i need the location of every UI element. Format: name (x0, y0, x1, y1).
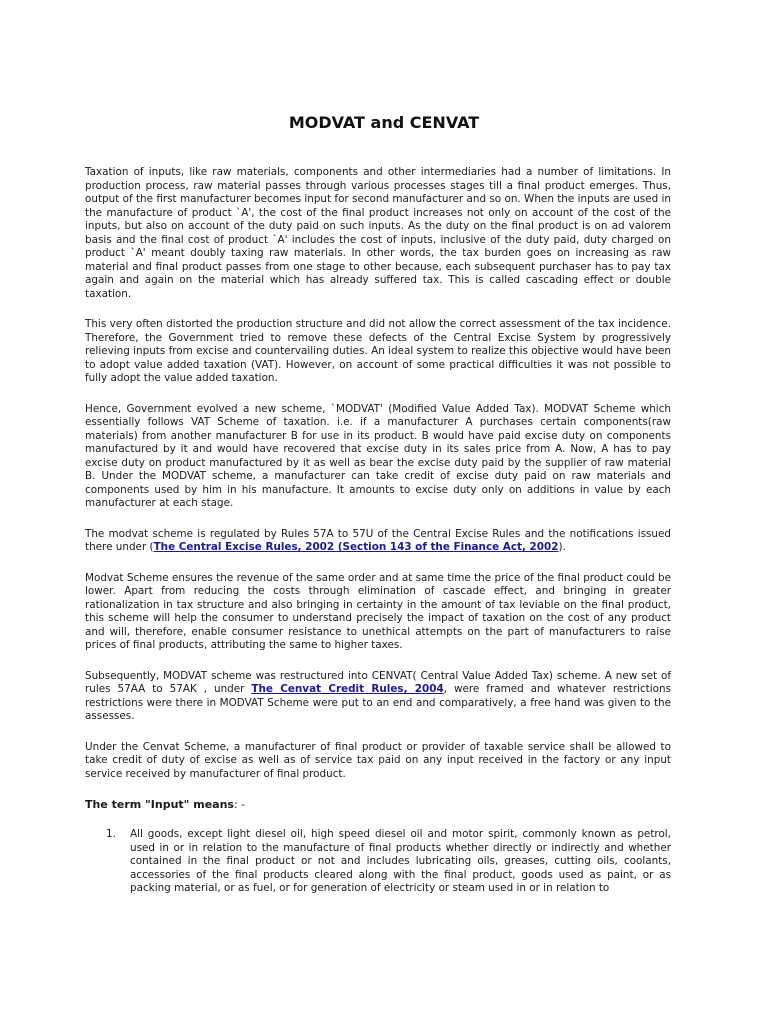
paragraph-distorted-structure: This very often distorted the production structure and did not allow the correct assessment of the tax incidence. Therefore, the Government tried to remove these defects of the Central Excise System by progressively relieving inputs from excise and countervailing duties. An ideal system to realize this objective would have been to adopt value added taxation (VAT). However, on account of some practical difficulties it was not possible to fully adopt the value added taxation. (85, 318, 671, 384)
central-excise-rules-link[interactable]: The Central Excise Rules, 2002 (Section 143 of the Finance Act, 2002 (153, 541, 559, 553)
cenvat-credit-rules-link[interactable]: The Cenvat Credit Rules, 2004 (251, 683, 444, 695)
paragraph-cenvat-scheme: Under the Cenvat Scheme, a manufacturer of final product or provider of taxable service shall be allowed to take credit of duty of excise as well as of service tax paid on any input received in the factory or any input service received by manufacturer of final product. (85, 740, 671, 780)
paragraph-cenvat-restructure (85, 670, 671, 724)
paragraph-text: Subsequently, MODVAT scheme was restructured into CENVAT( Central Value Added Tax) scheme. A new set of rules 57AA to 57AK , under (85, 669, 671, 695)
page-title: MODVAT and CENVAT (288, 113, 480, 132)
list-item-number: 1. (106, 828, 116, 840)
paragraph-text: , were framed and whatever restrictions restrictions were there in MODVAT Scheme were put to an end and comparatively, a free hand was given to the assesses. (85, 683, 671, 722)
paragraph-text: ). (558, 541, 566, 553)
input-definition-list (85, 828, 671, 896)
paragraph-taxation-of-inputs: Taxation of inputs, like raw materials, components and other intermediaries had a number of limitations. In production process, raw material passes through various processes stages till a final product emerges. Thus, output of the first manufacturer becomes input for second manufacturer and so on. When the inputs are used in the manufacture of product `A', the cost of the final product increases not only on account of the cost of the inputs, but also on account of the duty paid on such inputs. As the duty on the final product is on ad valorem basis and the final cost of product `A' includes the cost of inputs, inclusive of the duty paid, duty charged on product `A' meant doubly taxing raw materials. In other words, the tax burden goes on increasing as raw material and final product passes from one stage to other because, each subsequent purchaser has to pay tax again and again on the material which has already suffered tax. This is called cascading effect or double taxation. (85, 166, 671, 300)
paragraph-text: The modvat scheme is regulated by Rules 57A to 57U of the Central Excise Rules and the notifications issued there under ( (85, 527, 671, 553)
paragraph-modvat-rules (85, 528, 671, 555)
heading-bold-text: The term "Input" means (85, 798, 234, 811)
input-definition-heading (85, 798, 671, 812)
list-item (85, 828, 671, 896)
list-item-text: All goods, except light diesel oil, high speed diesel oil and motor spirit, commonly known as petrol, used in or in relation to the manufacture of final products whether directly or indirectly and whether contained in the final product or not and includes lubricating oils, greases, cutting oils, coolants, accessories of the final products cleared along with the final product, goods used as paint, or as packing material, or as fuel, or for generation of electricity or steam used in or in relation to (130, 828, 671, 894)
paragraph-modvat-scheme: Hence, Government evolved a new scheme, `MODVAT' (Modified Value Added Tax). MODVAT Scheme which essentially follows VAT Scheme of taxation. i.e. if a manufacturer A purchases certain components(raw materials) from another manufacturer B for use in its product. B would have paid excise duty on components manufactured by it and would have recovered that excise duty in its sales price from A. Now, A has to pay excise duty on product manufactured by it as well as bear the excise duty paid by the supplier of raw material B. Under the MODVAT scheme, a manufacturer can take credit of excise duty paid on raw materials and components used by him in his manufacture. It amounts to excise duty only on additions in value by each manufacturer at each stage. (85, 402, 671, 509)
paragraph-modvat-revenue: Modvat Scheme ensures the revenue of the same order and at same time the price of the final product could be lower. Apart from reducing the costs through elimination of cascade effect, and bringing in greater rationalization in tax structure and also bringing in certainty in the amount of tax leviable on the final product, this scheme will help the consumer to understand precisely the impact of taxation on the cost of any product and will, therefore, enable consumer resistance to unethical attempts on the part of manufacturers to raise prices of final products, attributing the same to higher taxes. (85, 571, 671, 651)
heading-suffix: : - (233, 798, 246, 811)
document-body (85, 166, 671, 896)
